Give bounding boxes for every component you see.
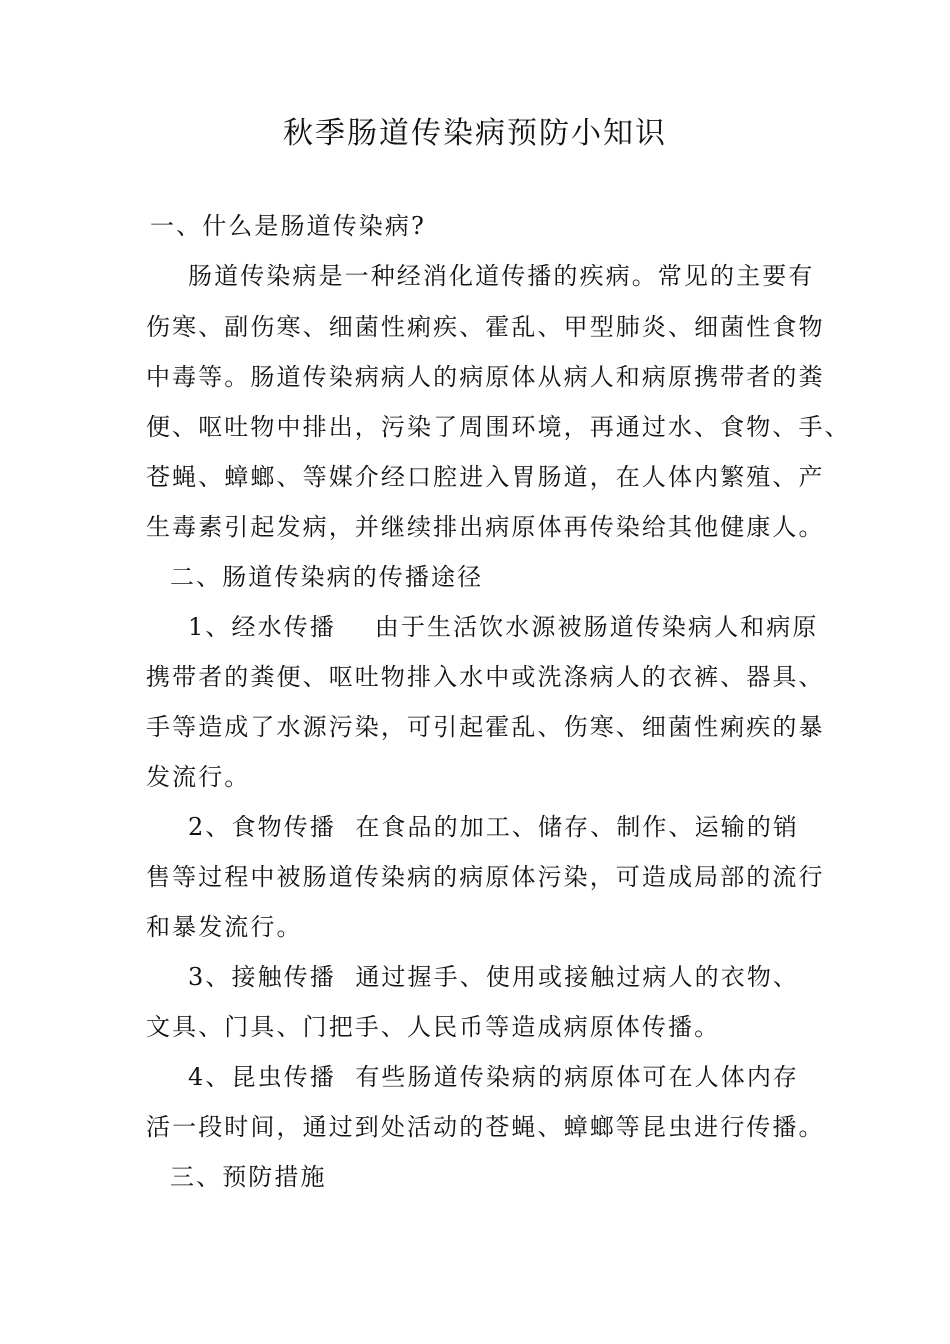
paragraph-line: 肠道传染病是一种经消化道传播的疾病。常见的主要有 (188, 262, 815, 290)
paragraph-line: 生毒素引起发病，并继续排出病原体再传染给其他健康人。 (146, 513, 825, 541)
paragraph-line: 文具、门具、门把手、人民币等造成病原体传播。 (146, 1013, 721, 1041)
paragraph-line: 售等过程中被肠道传染病的病原体污染，可造成局部的流行 (146, 863, 825, 891)
paragraph-line: 苍蝇、蟑螂、等媒介经口腔进入胃肠道，在人体内繁殖、产 (146, 463, 825, 491)
paragraph-line: 携带者的粪便、呕吐物排入水中或洗涤病人的衣裤、器具、 (146, 663, 825, 691)
paragraph-line: 活一段时间，通过到处活动的苍蝇、蟑螂等昆虫进行传播。 (146, 1113, 825, 1141)
section-heading-1: 一、什么是肠道传染病? (150, 212, 426, 240)
section-heading-3: 三、预防措施 (170, 1163, 327, 1191)
paragraph-line: 便、呕吐物中排出，污染了周围环境，再通过水、食物、手、 (146, 413, 851, 441)
paragraph-line: 4、昆虫传播 有些肠道传染病的病原体可在人体内存 (188, 1063, 800, 1091)
paragraph-line: 手等造成了水源污染，可引起霍乱、伤寒、细菌性痢疾的暴 (146, 713, 825, 741)
section-heading-2: 二、肠道传染病的传播途径 (170, 563, 484, 591)
paragraph-line: 1、经水传播 由于生活饮水源被肠道传染病人和病原 (188, 613, 819, 641)
paragraph-line: 3、接触传播 通过握手、使用或接触过病人的衣物、 (188, 963, 800, 991)
document-title: 秋季肠道传染病预防小知识 (283, 116, 667, 151)
paragraph-line: 伤寒、副伤寒、细菌性痢疾、霍乱、甲型肺炎、细菌性食物 (146, 313, 825, 341)
paragraph-line: 中毒等。肠道传染病病人的病原体从病人和病原携带者的粪 (146, 363, 825, 391)
paragraph-line: 发流行。 (146, 763, 251, 791)
paragraph-line: 2、食物传播 在食品的加工、储存、制作、运输的销 (188, 813, 800, 841)
paragraph-line: 和暴发流行。 (146, 913, 303, 941)
